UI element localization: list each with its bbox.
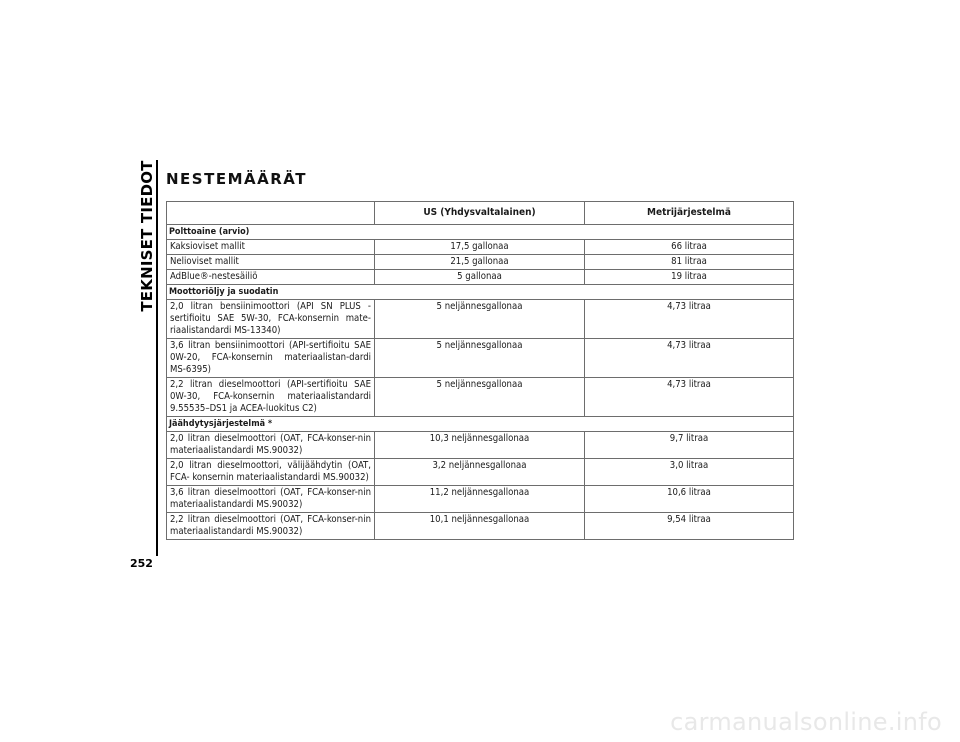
row-metric-value: 4,73 litraa	[585, 378, 794, 417]
row-description: Nelioviset mallit	[167, 255, 375, 270]
row-us-value: 5 neljännesgallonaa	[375, 339, 585, 378]
row-metric-value: 9,7 litraa	[585, 432, 794, 459]
header-blank	[167, 202, 375, 225]
section-row-fuel	[167, 225, 794, 240]
table-row	[167, 300, 794, 339]
table-row	[167, 339, 794, 378]
row-metric-value: 10,6 litraa	[585, 486, 794, 513]
table-row	[167, 486, 794, 513]
section-label: Moottoriöljy ja suodatin	[167, 285, 794, 300]
row-description: 2,0 litran dieselmoottori, välijäähdytin (OAT, FCA- konsernin materiaalistandardi MS.90032)	[167, 459, 375, 486]
table-row	[167, 240, 794, 255]
row-us-value: 3,2 neljännesgallonaa	[375, 459, 585, 486]
watermark-text: carmanualsonline.info	[670, 708, 942, 736]
section-label: Jäähdytysjärjestelmä *	[167, 417, 794, 432]
fluid-capacities-table	[166, 201, 794, 540]
table-header-row	[167, 202, 794, 225]
row-description: Kaksioviset mallit	[167, 240, 375, 255]
row-us-value: 5 neljännesgallonaa	[375, 378, 585, 417]
row-description: 2,0 litran dieselmoottori (OAT, FCA-konser-nin materiaalistandardi MS.90032)	[167, 432, 375, 459]
row-description: 3,6 litran bensiinimoottori (API-sertifioitu SAE 0W-20, FCA-konsernin materiaalistan-dardi MS-6395)	[167, 339, 375, 378]
section-row-engine-oil	[167, 285, 794, 300]
row-description: 2,0 litran bensiinimoottori (API SN PLUS -sertifioitu SAE 5W-30, FCA-konsernin mate-riaalistandardi MS-13340)	[167, 300, 375, 339]
chapter-tab-label: TEKNISET TIEDOT	[138, 160, 156, 312]
table-row	[167, 255, 794, 270]
row-description: AdBlue®-nestesäiliö	[167, 270, 375, 285]
header-us: US (Yhdysvaltalainen)	[375, 202, 585, 225]
row-us-value: 10,3 neljännesgallonaa	[375, 432, 585, 459]
side-tab	[136, 160, 158, 312]
row-us-value: 11,2 neljännesgallonaa	[375, 486, 585, 513]
table-row	[167, 378, 794, 417]
row-metric-value: 66 litraa	[585, 240, 794, 255]
row-metric-value: 19 litraa	[585, 270, 794, 285]
page-title: NESTEMÄÄRÄT	[166, 170, 307, 188]
row-metric-value: 4,73 litraa	[585, 300, 794, 339]
table-row	[167, 432, 794, 459]
row-description: 2,2 litran dieselmoottori (OAT, FCA-konser-nin materiaalistandardi MS.90032)	[167, 513, 375, 540]
table-row	[167, 513, 794, 540]
section-label: Polttoaine (arvio)	[167, 225, 794, 240]
row-metric-value: 9,54 litraa	[585, 513, 794, 540]
row-metric-value: 81 litraa	[585, 255, 794, 270]
row-us-value: 17,5 gallonaa	[375, 240, 585, 255]
page-number: 252	[130, 557, 153, 570]
table-row	[167, 270, 794, 285]
row-description: 2,2 litran dieselmoottori (API-sertifioitu SAE 0W-30, FCA-konsernin materiaalistandardi 9.55535–DS1 ja ACEA-luokitus C2)	[167, 378, 375, 417]
row-us-value: 10,1 neljännesgallonaa	[375, 513, 585, 540]
row-metric-value: 4,73 litraa	[585, 339, 794, 378]
row-us-value: 5 neljännesgallonaa	[375, 300, 585, 339]
header-metric: Metrijärjestelmä	[585, 202, 794, 225]
row-description: 3,6 litran dieselmoottori (OAT, FCA-konser-nin materiaalistandardi MS.90032)	[167, 486, 375, 513]
table-row	[167, 459, 794, 486]
row-us-value: 21,5 gallonaa	[375, 255, 585, 270]
row-us-value: 5 gallonaa	[375, 270, 585, 285]
row-metric-value: 3,0 litraa	[585, 459, 794, 486]
chapter-divider-line	[156, 160, 158, 556]
section-row-cooling	[167, 417, 794, 432]
